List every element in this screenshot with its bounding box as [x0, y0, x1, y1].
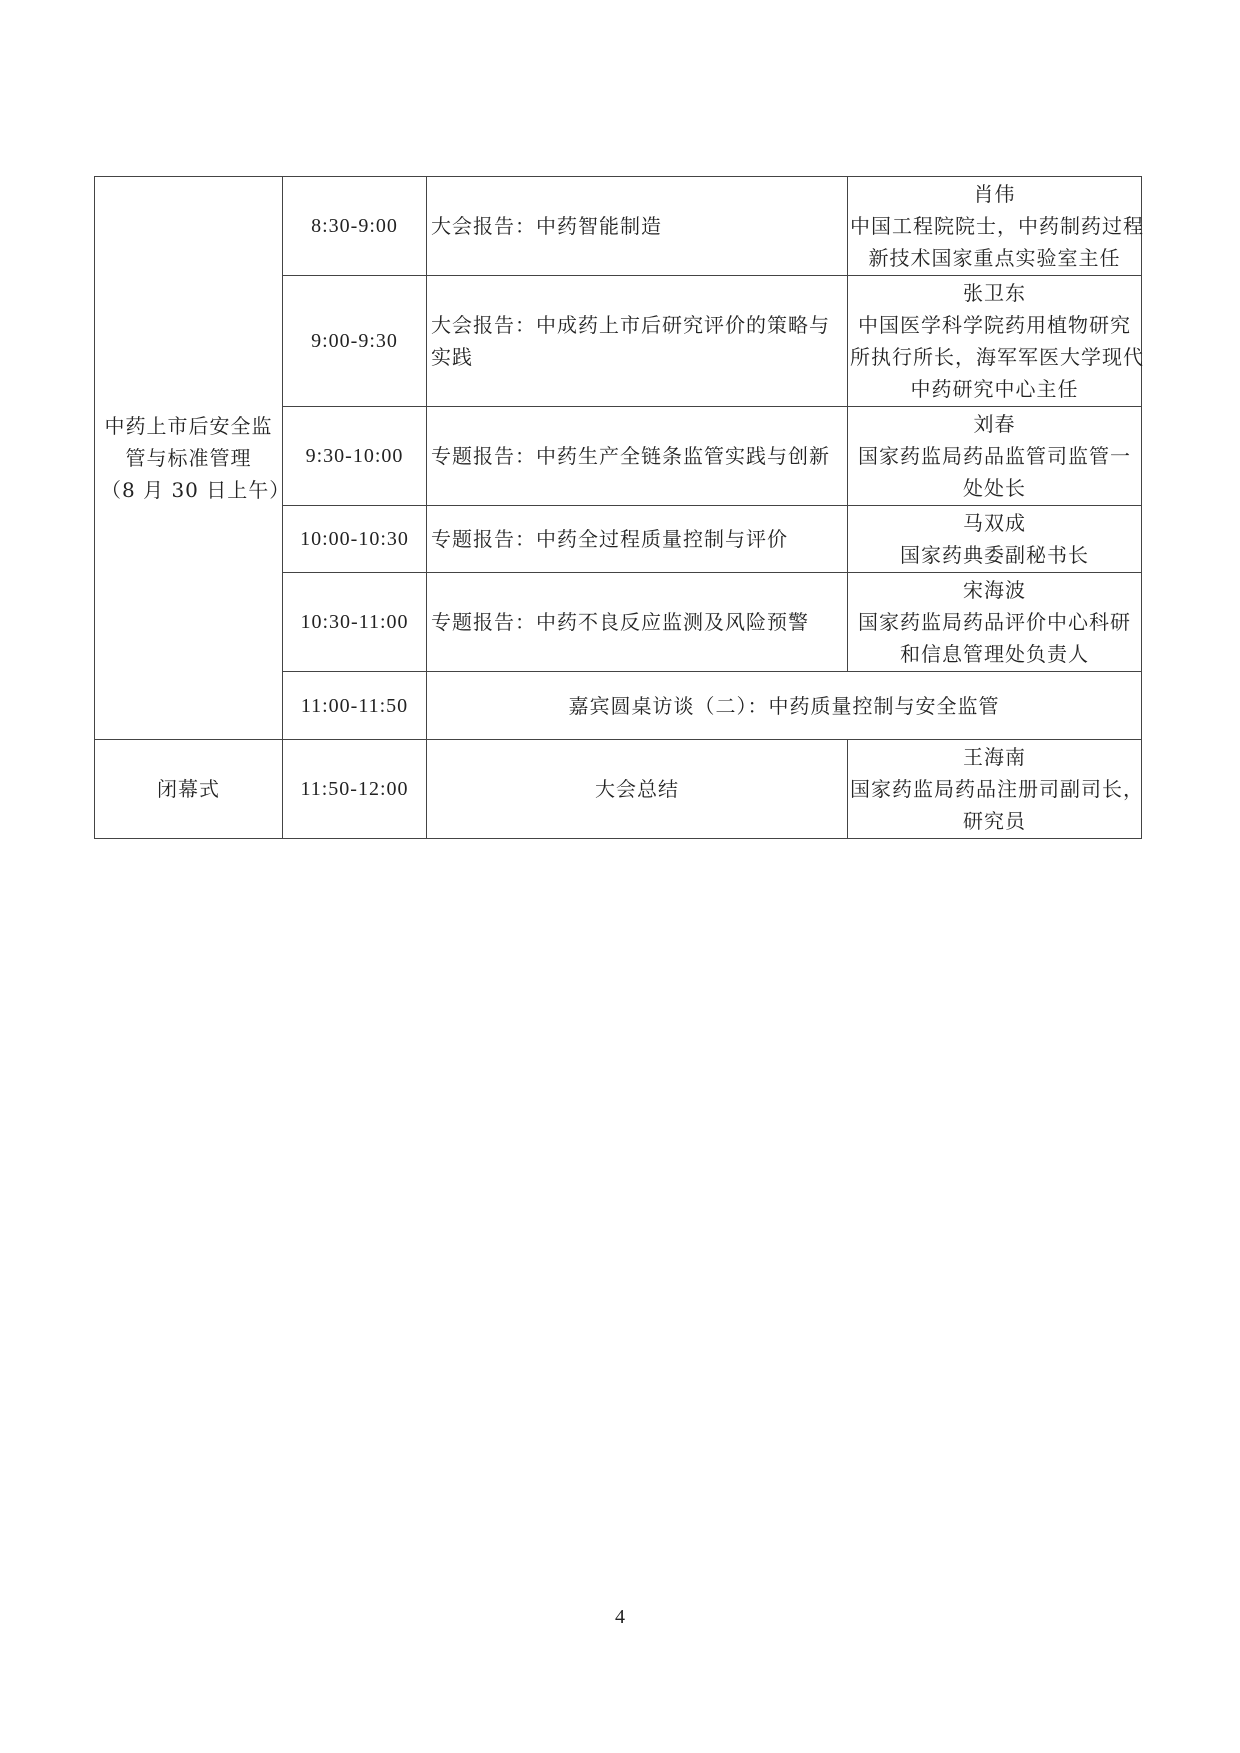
- page-number: 4: [615, 1606, 625, 1628]
- speaker-name: 王海南: [963, 745, 1026, 769]
- speaker-cell: [848, 407, 1142, 506]
- session-title-line: 管与标准管理: [125, 446, 252, 470]
- speaker-title-line: 所执行所长，海军军医大学现代: [850, 345, 1144, 369]
- topic-line: 大会报告：中成药上市后研究评价的策略与: [431, 313, 830, 337]
- topic-line: 专题报告：中药全过程质量控制与评价: [431, 527, 788, 551]
- speaker-cell: [848, 506, 1142, 573]
- closing-label-cell: 闭幕式: [95, 740, 283, 839]
- closing-topic-cell: 大会总结: [427, 740, 848, 839]
- speaker-name: 刘春: [973, 412, 1016, 436]
- speaker-title-line: 国家药监局药品注册司副司长，: [850, 777, 1144, 801]
- speaker-cell: [848, 573, 1142, 672]
- speaker-title-line: 和信息管理处负责人: [900, 642, 1089, 666]
- speaker-name: 宋海波: [963, 578, 1026, 602]
- topic-line: 大会报告：中药智能制造: [431, 214, 662, 238]
- topic-cell: [427, 276, 848, 407]
- time-cell: 9:30-10:00: [283, 407, 427, 506]
- speaker-title-line: 处处长: [963, 476, 1026, 500]
- topic-cell: [427, 407, 848, 506]
- speaker-title-line: 国家药典委副秘书长: [900, 543, 1089, 567]
- time-cell: 9:00-9:30: [283, 276, 427, 407]
- speaker-title-line: 国家药监局药品评价中心科研: [858, 610, 1131, 634]
- speaker-title-line: 中国工程院院士，中药制药过程: [850, 214, 1144, 238]
- speaker-cell: [848, 740, 1142, 839]
- agenda-table: [94, 176, 1142, 839]
- time-cell: 11:50-12:00: [283, 740, 427, 839]
- speaker-title-line: 中国医学科学院药用植物研究: [858, 313, 1131, 337]
- roundtable-cell: 嘉宾圆桌访谈（二）：中药质量控制与安全监管: [427, 672, 1142, 740]
- session-title-line: 中药上市后安全监: [104, 414, 273, 438]
- topic-cell: [427, 177, 848, 276]
- time-cell: 11:00-11:50: [283, 672, 427, 740]
- time-cell: 8:30-9:00: [283, 177, 427, 276]
- topic-line: 专题报告：中药生产全链条监管实践与创新: [431, 444, 830, 468]
- session-title-line: （8 月 30 日上午）: [101, 478, 291, 502]
- time-cell: 10:00-10:30: [283, 506, 427, 573]
- speaker-name: 张卫东: [963, 281, 1026, 305]
- time-cell: 10:30-11:00: [283, 573, 427, 672]
- topic-cell: [427, 506, 848, 573]
- agenda-row: [95, 177, 1142, 276]
- speaker-name: 马双成: [963, 511, 1026, 535]
- speaker-title-line: 新技术国家重点实验室主任: [868, 246, 1121, 270]
- agenda-row-closing: [95, 740, 1142, 839]
- speaker-title-line: 国家药监局药品监管司监管一: [858, 444, 1131, 468]
- session-title-cell: [95, 177, 291, 740]
- topic-cell: [427, 573, 848, 672]
- speaker-cell: [848, 276, 1142, 407]
- topic-line: 实践: [431, 345, 473, 369]
- speaker-name: 肖伟: [973, 182, 1016, 206]
- topic-line: 专题报告：中药不良反应监测及风险预警: [431, 610, 809, 634]
- speaker-title-line: 研究员: [963, 809, 1026, 833]
- speaker-cell: [848, 177, 1142, 276]
- speaker-title-line: 中药研究中心主任: [910, 377, 1079, 401]
